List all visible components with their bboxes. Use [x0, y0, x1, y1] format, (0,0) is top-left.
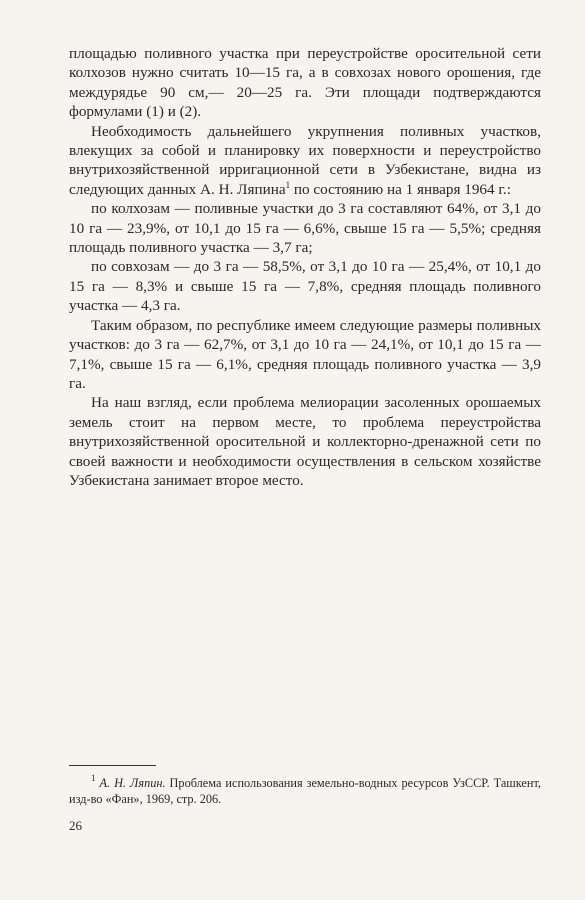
footnote-separator	[69, 765, 156, 766]
page-number: 26	[69, 818, 82, 833]
paragraph-enlargement	[69, 122, 541, 200]
paragraph-republic-data: Таким образом, по республике имеем следующие размеры поливных участков: до 3 га — 62,7%, от 3,1 до 10 га — 24,1%, от 10,1 до 15 га — 7,1%, свыше 15 га — 6,1%, средняя площадь поливного участка — 3,9 га.	[69, 316, 541, 392]
footnote-text: Проблема использования земельно-водных ресурсов УзССР. Ташкент, изд-во «Фан», 1969, стр. 206.	[69, 776, 541, 806]
main-text	[69, 44, 541, 490]
paragraph-kolkhoz-data: по колхозам — поливные участки до 3 га составляют 64%, от 3,1 до 10 га — 23,9%, от 10,1 до 15 га — 6,6%, свыше 15 га — 5,5%; средняя площадь поливного участка — 3,7 га;	[69, 200, 541, 257]
footnote-author: А. Н. Ляпин.	[99, 776, 166, 790]
footnote-reference: 1	[285, 179, 291, 190]
paragraph-enlargement-text: Необходимость дальнейшего укрупнения поливных участков, влекущих за собой и планировку их поверхности и переустройство внутрихозяйственной ирригационной сети в Узбекистане, видна из следующих данных А. Н. Ляпина	[69, 122, 541, 198]
paragraph-sovkhoz-data: по совхозам — до 3 га — 58,5%, от 3,1 до 10 га — 25,4%, от 10,1 до 15 га — 8,3% и свыше 15 га — 7,8%, средняя площадь поливного участка — 4,3 га.	[69, 258, 541, 315]
paragraph-continuation: площадью поливного участка при переустройстве оросительной сети колхозов нужно считать 10—15 га, а в совхозах нового орошения, где междурядье 90 см,— 20—25 га. Эти площади подтверждаются формулами (1) и (2).	[69, 45, 541, 121]
footnote	[69, 775, 541, 807]
paragraph-enlargement-tail: по состоянию на 1 января 1964 г.:	[290, 180, 511, 198]
paragraph-conclusion: На наш взгляд, если проблема мелиорации засоленных орошаемых земель стоит на первом месте, то проблема переустройства внутрихозяйственной оросительной и коллекторно-дренажной сети по своей важности и необходимости осуществления в сельском хозяйстве Узбекистана занимает второе место.	[69, 394, 541, 489]
footnote-mark: 1	[91, 773, 96, 783]
